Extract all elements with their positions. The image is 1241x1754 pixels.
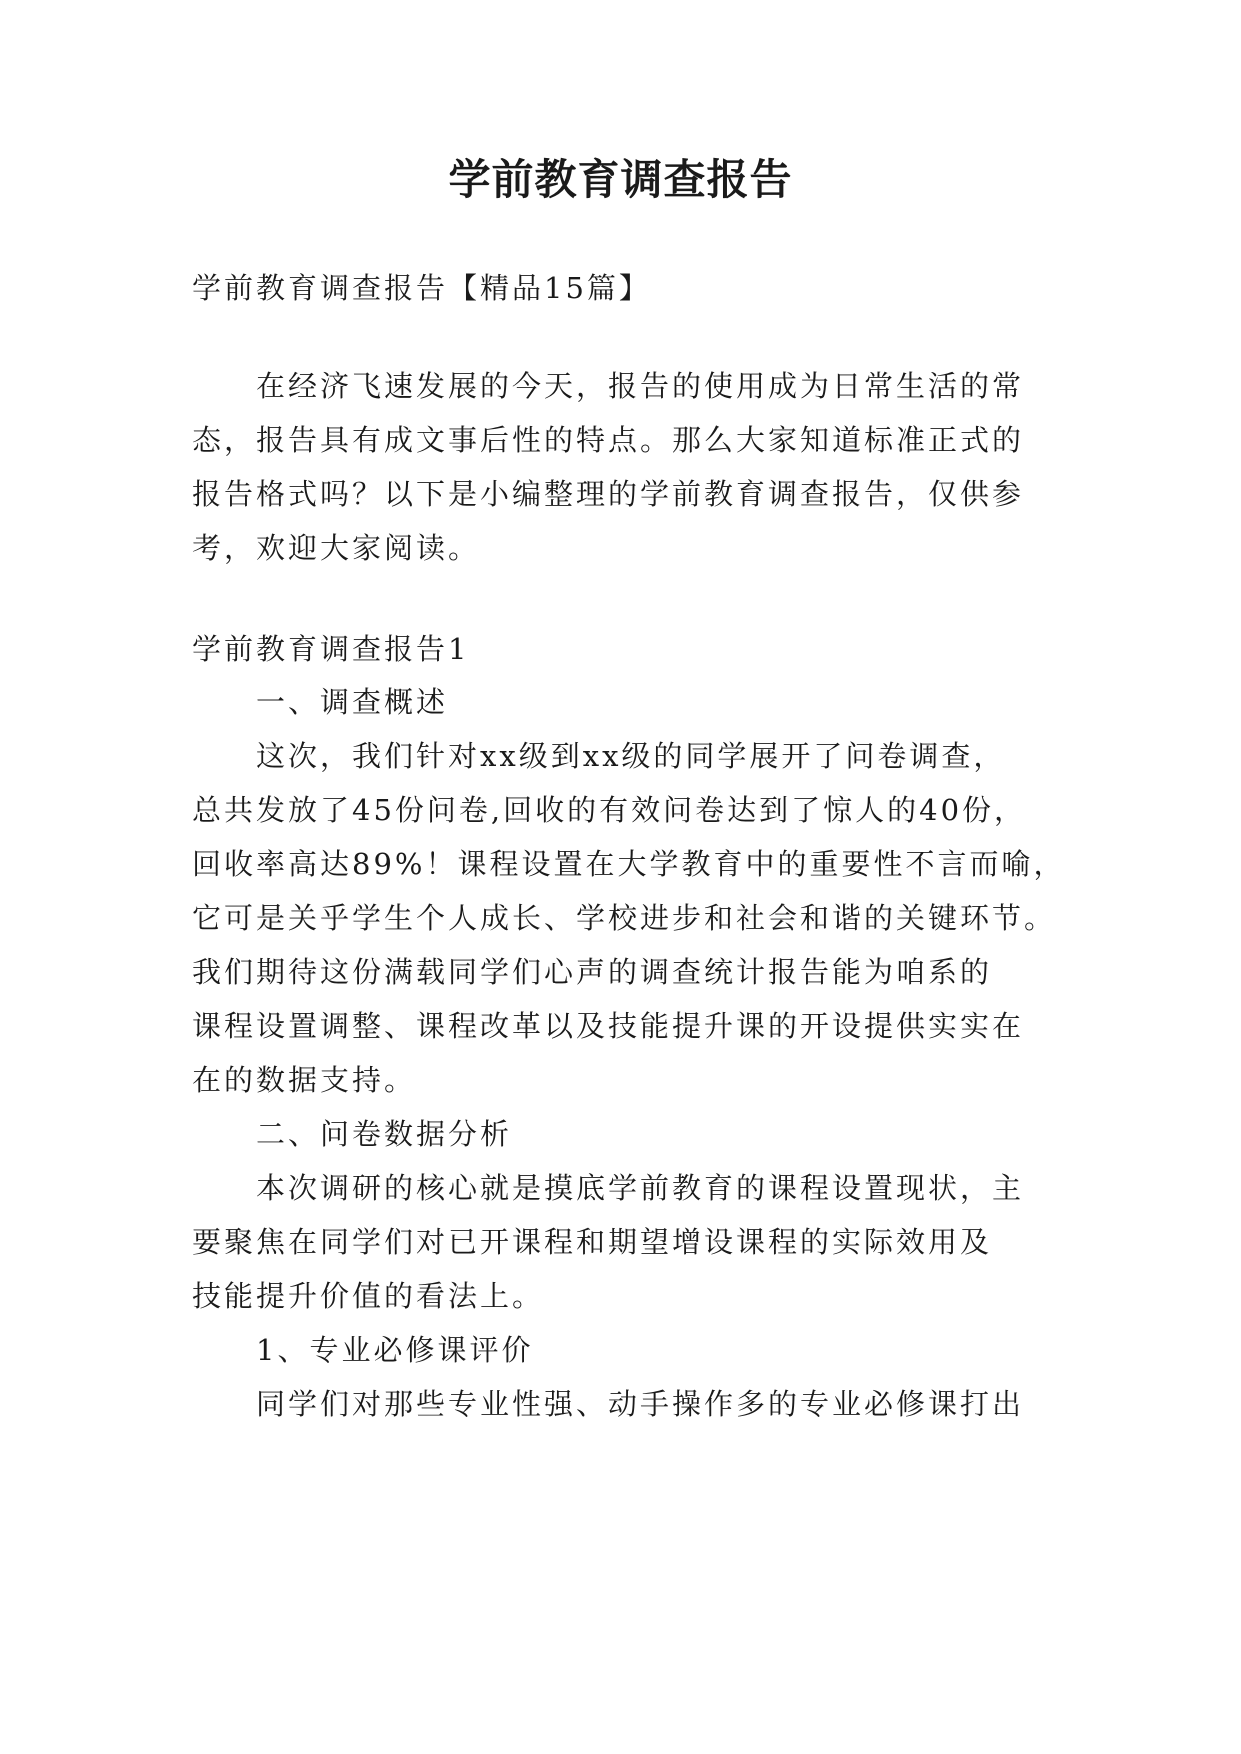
body-line: 本次调研的核心就是摸底学前教育的课程设置现状，主 — [256, 1171, 1025, 1205]
intro-line: 考，欢迎大家阅读。 — [192, 531, 481, 565]
document-subtitle: 学前教育调查报告【精品15篇】 — [192, 271, 651, 305]
body-line: 这次，我们针对xx级到xx级的同学展开了问卷调查， — [256, 739, 1006, 773]
body-line: 技能提升价值的看法上。 — [192, 1279, 545, 1313]
body-line: 要聚焦在同学们对已开课程和期望增设课程的实际效用及 — [192, 1225, 993, 1259]
body-line: 同学们对那些专业性强、动手操作多的专业必修课打出 — [256, 1387, 1025, 1421]
section-heading: 一、调查概述 — [256, 685, 449, 719]
section-heading: 二、问卷数据分析 — [256, 1117, 513, 1151]
subsection-heading: 1、专业必修课评价 — [256, 1333, 534, 1367]
intro-line: 态，报告具有成文事后性的特点。那么大家知道标准正式的 — [192, 423, 1025, 457]
body-line: 我们期待这份满载同学们心声的调查统计报告能为咱系的 — [192, 955, 993, 989]
body-line: 课程设置调整、课程改革以及技能提升课的开设提供实实在 — [192, 1009, 1025, 1043]
document-title: 学前教育调查报告 — [448, 155, 793, 204]
body-line: 在的数据支持。 — [192, 1063, 417, 1097]
intro-line: 报告格式吗？以下是小编整理的学前教育调查报告，仅供参 — [192, 477, 1025, 511]
report-heading: 学前教育调查报告1 — [192, 632, 470, 666]
body-line: 总共发放了45份问卷,回收的有效问卷达到了惊人的40份， — [192, 793, 1027, 827]
body-line: 回收率高达89%！课程设置在大学教育中的重要性不言而喻， — [192, 847, 1066, 881]
intro-line: 在经济飞速发展的今天，报告的使用成为日常生活的常 — [256, 369, 1025, 403]
body-line: 它可是关乎学生个人成长、学校进步和社会和谐的关键环节。 — [192, 901, 1057, 935]
